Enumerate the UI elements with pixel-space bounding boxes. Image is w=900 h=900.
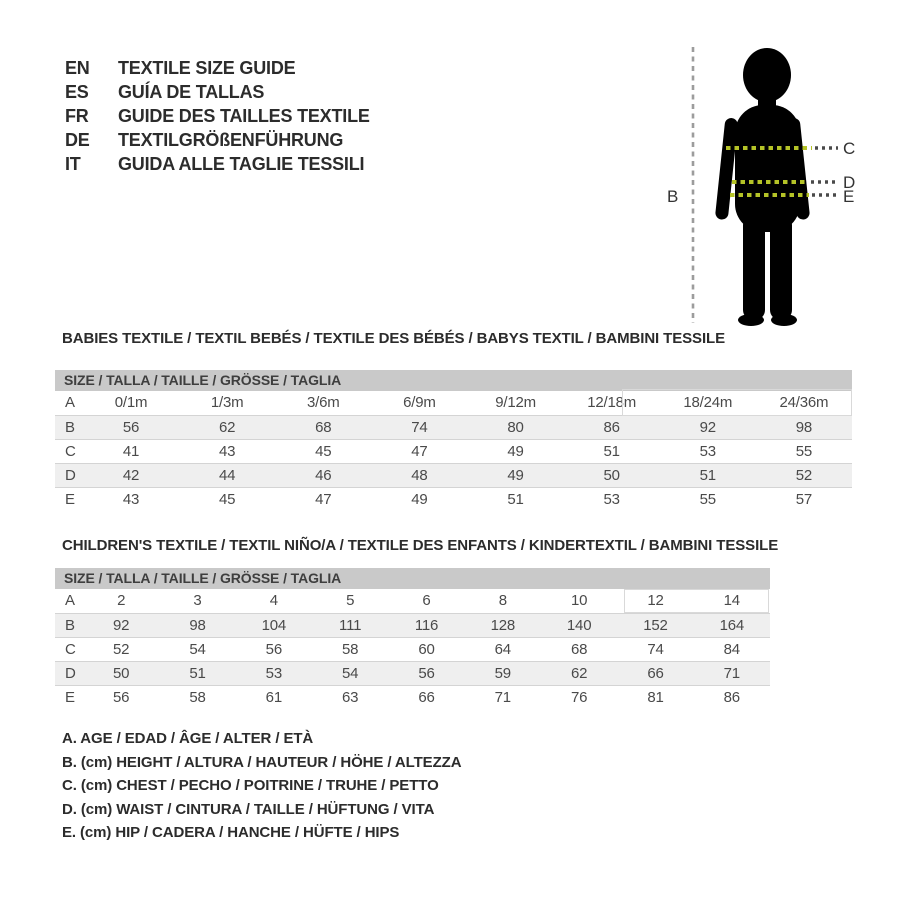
size-value-cell: 81 <box>647 688 664 706</box>
size-value-cell: 47 <box>411 442 428 460</box>
size-value-cell: 9/12m <box>495 394 536 412</box>
size-value-cell: 8 <box>498 592 507 610</box>
babies-size-table <box>55 370 852 511</box>
size-value-cell: 12 <box>647 592 664 610</box>
size-value-cell: 68 <box>570 640 588 658</box>
language-code: FR <box>65 106 89 126</box>
size-value-cell: 51 <box>603 442 620 460</box>
row-label: A <box>65 592 75 610</box>
table-row <box>55 589 770 613</box>
size-value-cell: 24/36m <box>779 394 829 412</box>
legend-line-age: A. AGE / EDAD / ÂGE / ALTER / ETÀ <box>62 730 314 747</box>
children-section-title: CHILDREN'S TEXTILE / TEXTIL NIÑO/A / TEXTILE DES ENFANTS / KINDERTEXTIL / BAMBINI TESSILE <box>62 537 779 554</box>
language-code: ES <box>65 82 89 102</box>
row-label: C <box>65 640 76 658</box>
size-value-cell: 10 <box>570 592 588 610</box>
size-value-cell: 49 <box>507 442 524 460</box>
table-row <box>55 685 770 709</box>
size-value-cell: 51 <box>159 661 235 685</box>
size-value-cell: 76 <box>570 688 588 706</box>
size-value-cell: 80 <box>468 415 564 439</box>
size-value-cell: 128 <box>465 613 541 637</box>
legend-line-chest: C. (cm) CHEST / PECHO / POITRINE / TRUHE / PETTO <box>62 777 439 794</box>
table-row <box>55 487 852 511</box>
size-value-cell: 51 <box>660 463 756 487</box>
size-value-cell: 56 <box>113 688 130 706</box>
babies-section-title: BABIES TEXTILE / TEXTIL BEBÉS / TEXTILE DES BÉBÉS / BABYS TEXTIL / BAMBINI TESSILE <box>62 330 725 347</box>
size-value-cell: 45 <box>315 442 332 460</box>
size-value-cell: 152 <box>617 613 693 637</box>
size-value-cell: 98 <box>756 415 852 439</box>
row-label: B <box>55 613 83 637</box>
size-value-cell: 66 <box>617 661 693 685</box>
chest-label: C <box>843 139 856 158</box>
size-value-cell: 56 <box>388 661 464 685</box>
size-value-cell: 60 <box>418 640 435 658</box>
size-value-cell: 5 <box>346 592 355 610</box>
legend-line-waist: D. (cm) WAIST / CINTURA / TAILLE / HÜFTUNG / VITA <box>62 800 435 818</box>
table-row <box>55 661 770 685</box>
language-row <box>65 152 370 176</box>
size-value-cell: 55 <box>699 490 716 508</box>
row-label: E <box>65 688 75 706</box>
table-row <box>55 463 852 487</box>
size-value-cell: 46 <box>275 463 371 487</box>
measurement-legend <box>62 727 461 845</box>
size-value-cell: 53 <box>603 490 620 508</box>
size-value-cell: 0/1m <box>114 394 148 412</box>
language-code: DE <box>65 130 90 150</box>
waist-label: D <box>843 173 856 192</box>
size-value-cell: 45 <box>219 490 236 508</box>
size-value-cell: 44 <box>179 463 275 487</box>
size-value-cell: 43 <box>122 490 140 508</box>
size-value-cell: 54 <box>189 640 206 658</box>
size-value-cell: 86 <box>723 688 740 706</box>
size-value-cell: 4 <box>269 592 278 610</box>
size-value-cell: 48 <box>371 463 467 487</box>
language-code: EN <box>65 58 90 78</box>
size-value-cell: 14 <box>723 592 740 610</box>
row-label: D <box>55 463 83 487</box>
size-value-cell: 51 <box>507 490 524 508</box>
table-row <box>55 415 852 439</box>
language-label: TEXTILGRÖßENFÜHRUNG <box>118 130 344 150</box>
babies-table <box>55 391 852 511</box>
size-value-cell: 54 <box>312 661 388 685</box>
size-value-cell: 86 <box>564 415 660 439</box>
size-value-cell: 56 <box>265 640 282 658</box>
size-value-cell: 84 <box>723 640 740 658</box>
size-value-cell: 63 <box>342 688 359 706</box>
size-value-cell: 47 <box>315 490 332 508</box>
size-value-cell: 58 <box>342 640 359 658</box>
size-value-cell: 71 <box>494 688 511 706</box>
size-value-cell: 92 <box>660 415 756 439</box>
size-value-cell: 50 <box>83 661 159 685</box>
row-label: E <box>65 490 75 508</box>
language-row <box>65 104 370 128</box>
size-value-cell: 52 <box>113 640 130 658</box>
size-value-cell: 71 <box>694 661 770 685</box>
legend-line-height: B. (cm) HEIGHT / ALTURA / HAUTEUR / HÖHE / ALTEZZA <box>62 753 462 771</box>
size-value-cell: 111 <box>312 613 388 637</box>
size-value-cell: 2 <box>117 592 126 610</box>
size-value-cell: 68 <box>275 415 371 439</box>
size-value-cell: 74 <box>647 640 664 658</box>
size-value-cell: 53 <box>236 661 312 685</box>
table-row <box>55 391 852 415</box>
size-value-cell: 6 <box>422 592 431 610</box>
size-value-cell: 104 <box>236 613 312 637</box>
language-row <box>65 80 370 104</box>
size-value-cell: 18/24m <box>683 394 733 412</box>
language-label: GUIDE DES TAILLES TEXTILE <box>118 106 370 126</box>
row-label: D <box>55 661 83 685</box>
size-value-cell: 66 <box>418 688 435 706</box>
children-size-table <box>55 568 770 709</box>
size-value-cell: 43 <box>219 442 236 460</box>
table-row <box>55 637 770 661</box>
child-silhouette-figure <box>655 32 870 337</box>
size-value-cell: 12/18m <box>587 394 637 412</box>
size-value-cell: 3/6m <box>307 394 340 412</box>
language-label: TEXTILE SIZE GUIDE <box>118 58 296 78</box>
size-value-cell: 59 <box>465 661 541 685</box>
size-value-cell: 92 <box>83 613 159 637</box>
size-value-cell: 6/9m <box>403 394 436 412</box>
size-value-cell: 61 <box>265 688 282 706</box>
language-row <box>65 56 370 80</box>
row-label: C <box>65 442 76 460</box>
child-silhouette <box>715 48 810 326</box>
size-value-cell: 140 <box>541 613 617 637</box>
children-table <box>55 589 770 709</box>
size-value-cell: 53 <box>699 442 716 460</box>
table-row <box>55 613 770 637</box>
size-value-cell: 41 <box>122 442 140 460</box>
size-value-cell: 62 <box>179 415 275 439</box>
size-value-cell: 164 <box>694 613 770 637</box>
size-value-cell: 116 <box>388 613 464 637</box>
language-list <box>65 56 370 176</box>
row-label: B <box>55 415 83 439</box>
size-value-cell: 42 <box>83 463 179 487</box>
height-label: B <box>667 187 679 206</box>
babies-size-header: SIZE / TALLA / TAILLE / GRÖSSE / TAGLIA <box>55 370 852 391</box>
row-label: A <box>65 394 75 412</box>
size-value-cell: 64 <box>494 640 511 658</box>
size-value-cell: 50 <box>564 463 660 487</box>
size-value-cell: 56 <box>83 415 179 439</box>
size-value-cell: 57 <box>795 490 813 508</box>
size-value-cell: 62 <box>541 661 617 685</box>
size-value-cell: 1/3m <box>210 394 244 412</box>
hip-label: E <box>843 187 855 206</box>
language-row <box>65 128 370 152</box>
children-size-header: SIZE / TALLA / TAILLE / GRÖSSE / TAGLIA <box>55 568 770 589</box>
size-value-cell: 74 <box>371 415 467 439</box>
legend-line-hip: E. (cm) HIP / CADERA / HANCHE / HÜFTE / HIPS <box>62 824 400 841</box>
size-value-cell: 3 <box>193 592 202 610</box>
size-value-cell: 98 <box>159 613 235 637</box>
language-label: GUIDA ALLE TAGLIE TESSILI <box>118 154 365 174</box>
size-value-cell: 49 <box>411 490 428 508</box>
size-value-cell: 55 <box>795 442 813 460</box>
language-label: GUÍA DE TALLAS <box>118 82 265 102</box>
table-row <box>55 439 852 463</box>
size-value-cell: 52 <box>756 463 852 487</box>
size-value-cell: 49 <box>468 463 564 487</box>
size-value-cell: 58 <box>189 688 206 706</box>
language-code: IT <box>65 154 81 174</box>
